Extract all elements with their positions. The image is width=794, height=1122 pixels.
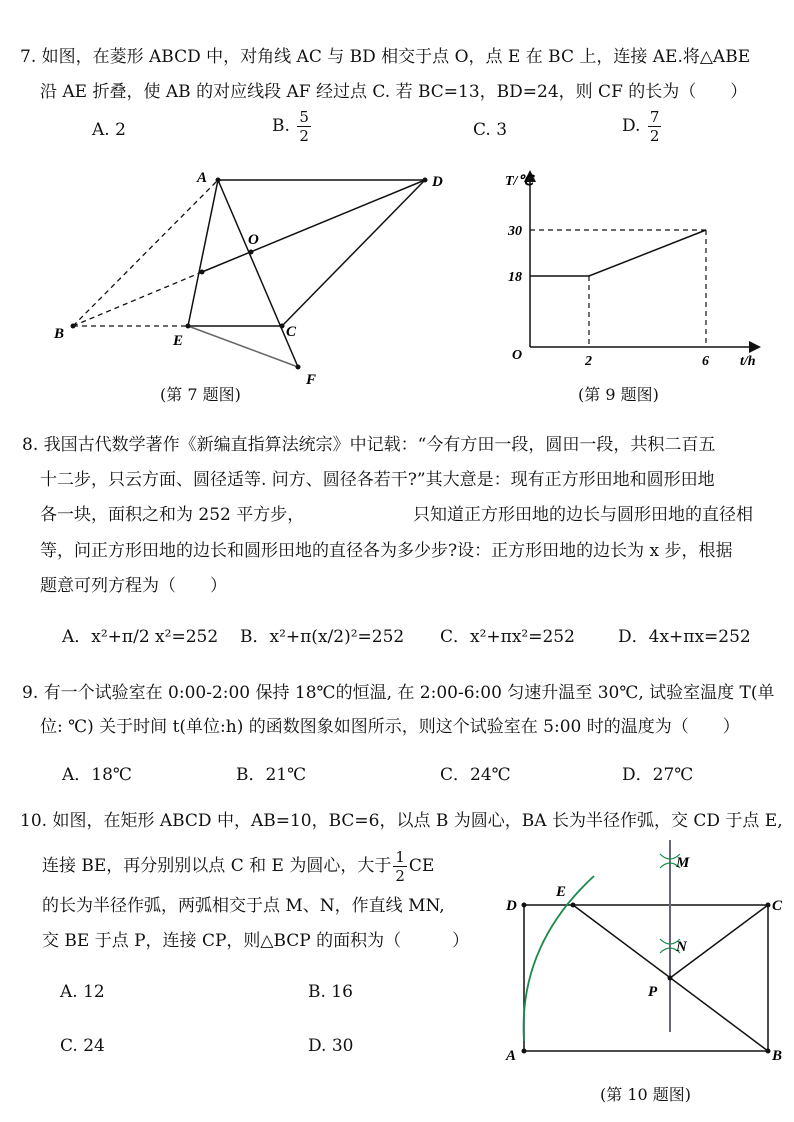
label-a10: A [506,1048,517,1064]
label-m10: M [676,855,690,871]
q8-stem-line3a: 各一块，面积之和为 252 平方步， [40,505,305,525]
q7-option-d-letter: D. [622,116,641,136]
rectangle-abcd [524,905,768,1051]
label-c10: C [772,898,783,914]
label-c: C [286,324,297,340]
y-axis-label: T/℃ [505,174,534,189]
q10-stem-line2: 连接 BE，再分别别以点 C 和 E 为圆心，大于 $\frac{1}{2}$ CE [42,848,435,885]
q7-option-b[interactable] [272,108,313,145]
y-tick-18: 18 [508,270,522,285]
q10-option-a[interactable]: A. 12 [60,982,105,1002]
q7-option-d-fraction: $\frac{7}{2}$ [649,108,660,145]
q7-option-b-letter: B. [272,116,290,136]
q7-stem-line2: 沿 AE 折叠，使 AB 的对应线段 AF 经过点 C. 若 BC=13，BD=24，则 CF 的长为（ ） [40,82,748,102]
q9-stem-line2: 位: ℃) 关于时间 t(单位:h) 的函数图象如图所示，则这个试验室在 5:00 时的温度为（ ） [40,717,740,737]
q10-stem-line3: 的长为半径作弧，两弧相交于点 M、N，作直线 MN, [42,896,445,916]
q10-stem-line4: 交 BE 于点 P，连接 CP，则△BCP 的面积为（ ） [42,931,470,951]
q8-stem-line1: 8. 我国古代数学著作《新编直指算法统宗》中记载：“今有方田一段，圆田一段，共积二百五 [22,435,716,455]
origin-label: O [512,348,523,363]
q10-option-d[interactable]: D. 30 [308,1036,354,1056]
x-tick-6: 6 [702,354,709,369]
q8-option-d[interactable]: D．4x+πx=252 [618,627,751,647]
q7-option-c-letter: C. [473,120,491,140]
q7-option-b-fraction: $\frac{5}{2}$ [299,108,309,145]
q8-option-b[interactable]: B．x²+π(x/2)²=252 [240,627,405,647]
segment-ae [188,180,218,326]
q9-stem-line1: 9. 有一个试验室在 0:00-2:00 保持 18℃的恒温, 在 2:00-6:00 匀速升温至 30℃, 试验室温度 T(单 [22,683,775,703]
q7-option-c[interactable] [473,120,507,140]
q9-option-d[interactable]: D．27℃ [622,765,694,785]
label-d: D [432,174,443,190]
label-a: A [197,170,208,186]
q7-option-a[interactable] [92,120,126,140]
q7-stem-line1: 7. 如图，在菱形 ABCD 中，对角线 AC 与 BD 相交于点 O，点 E 在 BC 上，连接 AE.将△ABE [20,47,751,67]
segment-od [202,180,425,272]
q9-figure [500,162,770,382]
temperature-line [530,230,706,276]
q10-figure [498,836,790,1076]
label-f: F [306,372,317,388]
q10-half-fraction: $\frac{1}{2}$ [395,848,405,885]
q10-option-b[interactable]: B. 16 [308,982,353,1002]
q9-option-c[interactable]: C．24℃ [440,765,511,785]
q7-caption: (第 7 题图) [160,385,241,404]
x-axis-label: t/h [740,354,756,369]
q8-stem-line3b: 只知道正方形田地的边长与圆形田地的直径相 [413,505,753,525]
q10-caption: (第 10 题图) [600,1085,692,1104]
label-o: O [248,232,259,248]
label-d10: D [506,898,517,914]
q8-stem-line5: 题意可列方程为（ ） [40,576,227,596]
q7-option-d[interactable] [622,108,663,145]
x-tick-2: 2 [585,354,592,369]
q7-figure [40,160,460,390]
arc-from-b [524,876,594,1041]
q7-option-a-letter: A. [92,120,110,140]
label-b: B [54,326,65,342]
q8-option-a[interactable]: A．x²+π/2 x²=252 [62,627,219,647]
label-e: E [173,333,184,349]
q8-stem-line4: 等，问正方形田地的边长和圆形田地的直径各为多少步?设：正方形田地的边长为 x 步，根据 [40,541,733,561]
q8-option-c[interactable]: C．x²+πx²=252 [440,627,575,647]
y-tick-30: 30 [508,224,522,239]
label-n10: N [676,939,687,955]
q7-option-a-value: 2 [115,120,126,140]
label-b10: B [772,1048,783,1064]
segment-ab-dashed [73,180,218,326]
label-p10: P [648,984,658,1000]
segment-bo-dashed [73,272,202,326]
q9-option-a[interactable]: A．18℃ [62,765,132,785]
q10-stem-line1: 10. 如图，在矩形 ABCD 中，AB=10，BC=6，以点 B 为圆心，BA 长为半径作弧，交 CD 于点 E, [20,811,783,831]
q8-stem-line2: 十二步，只云方面、圆径适等. 问方、圆径各若干?”其大意是：现有正方形田地和圆形田地 [40,470,715,490]
q10-option-c[interactable]: C. 24 [60,1036,105,1056]
segment-cd [282,180,425,326]
q9-option-b[interactable]: B．21℃ [236,765,307,785]
q7-option-c-value: 3 [496,120,508,140]
segment-ef [188,326,298,367]
q9-figure-caption: (第 9 题图) [578,385,659,404]
label-e10: E [556,884,567,900]
